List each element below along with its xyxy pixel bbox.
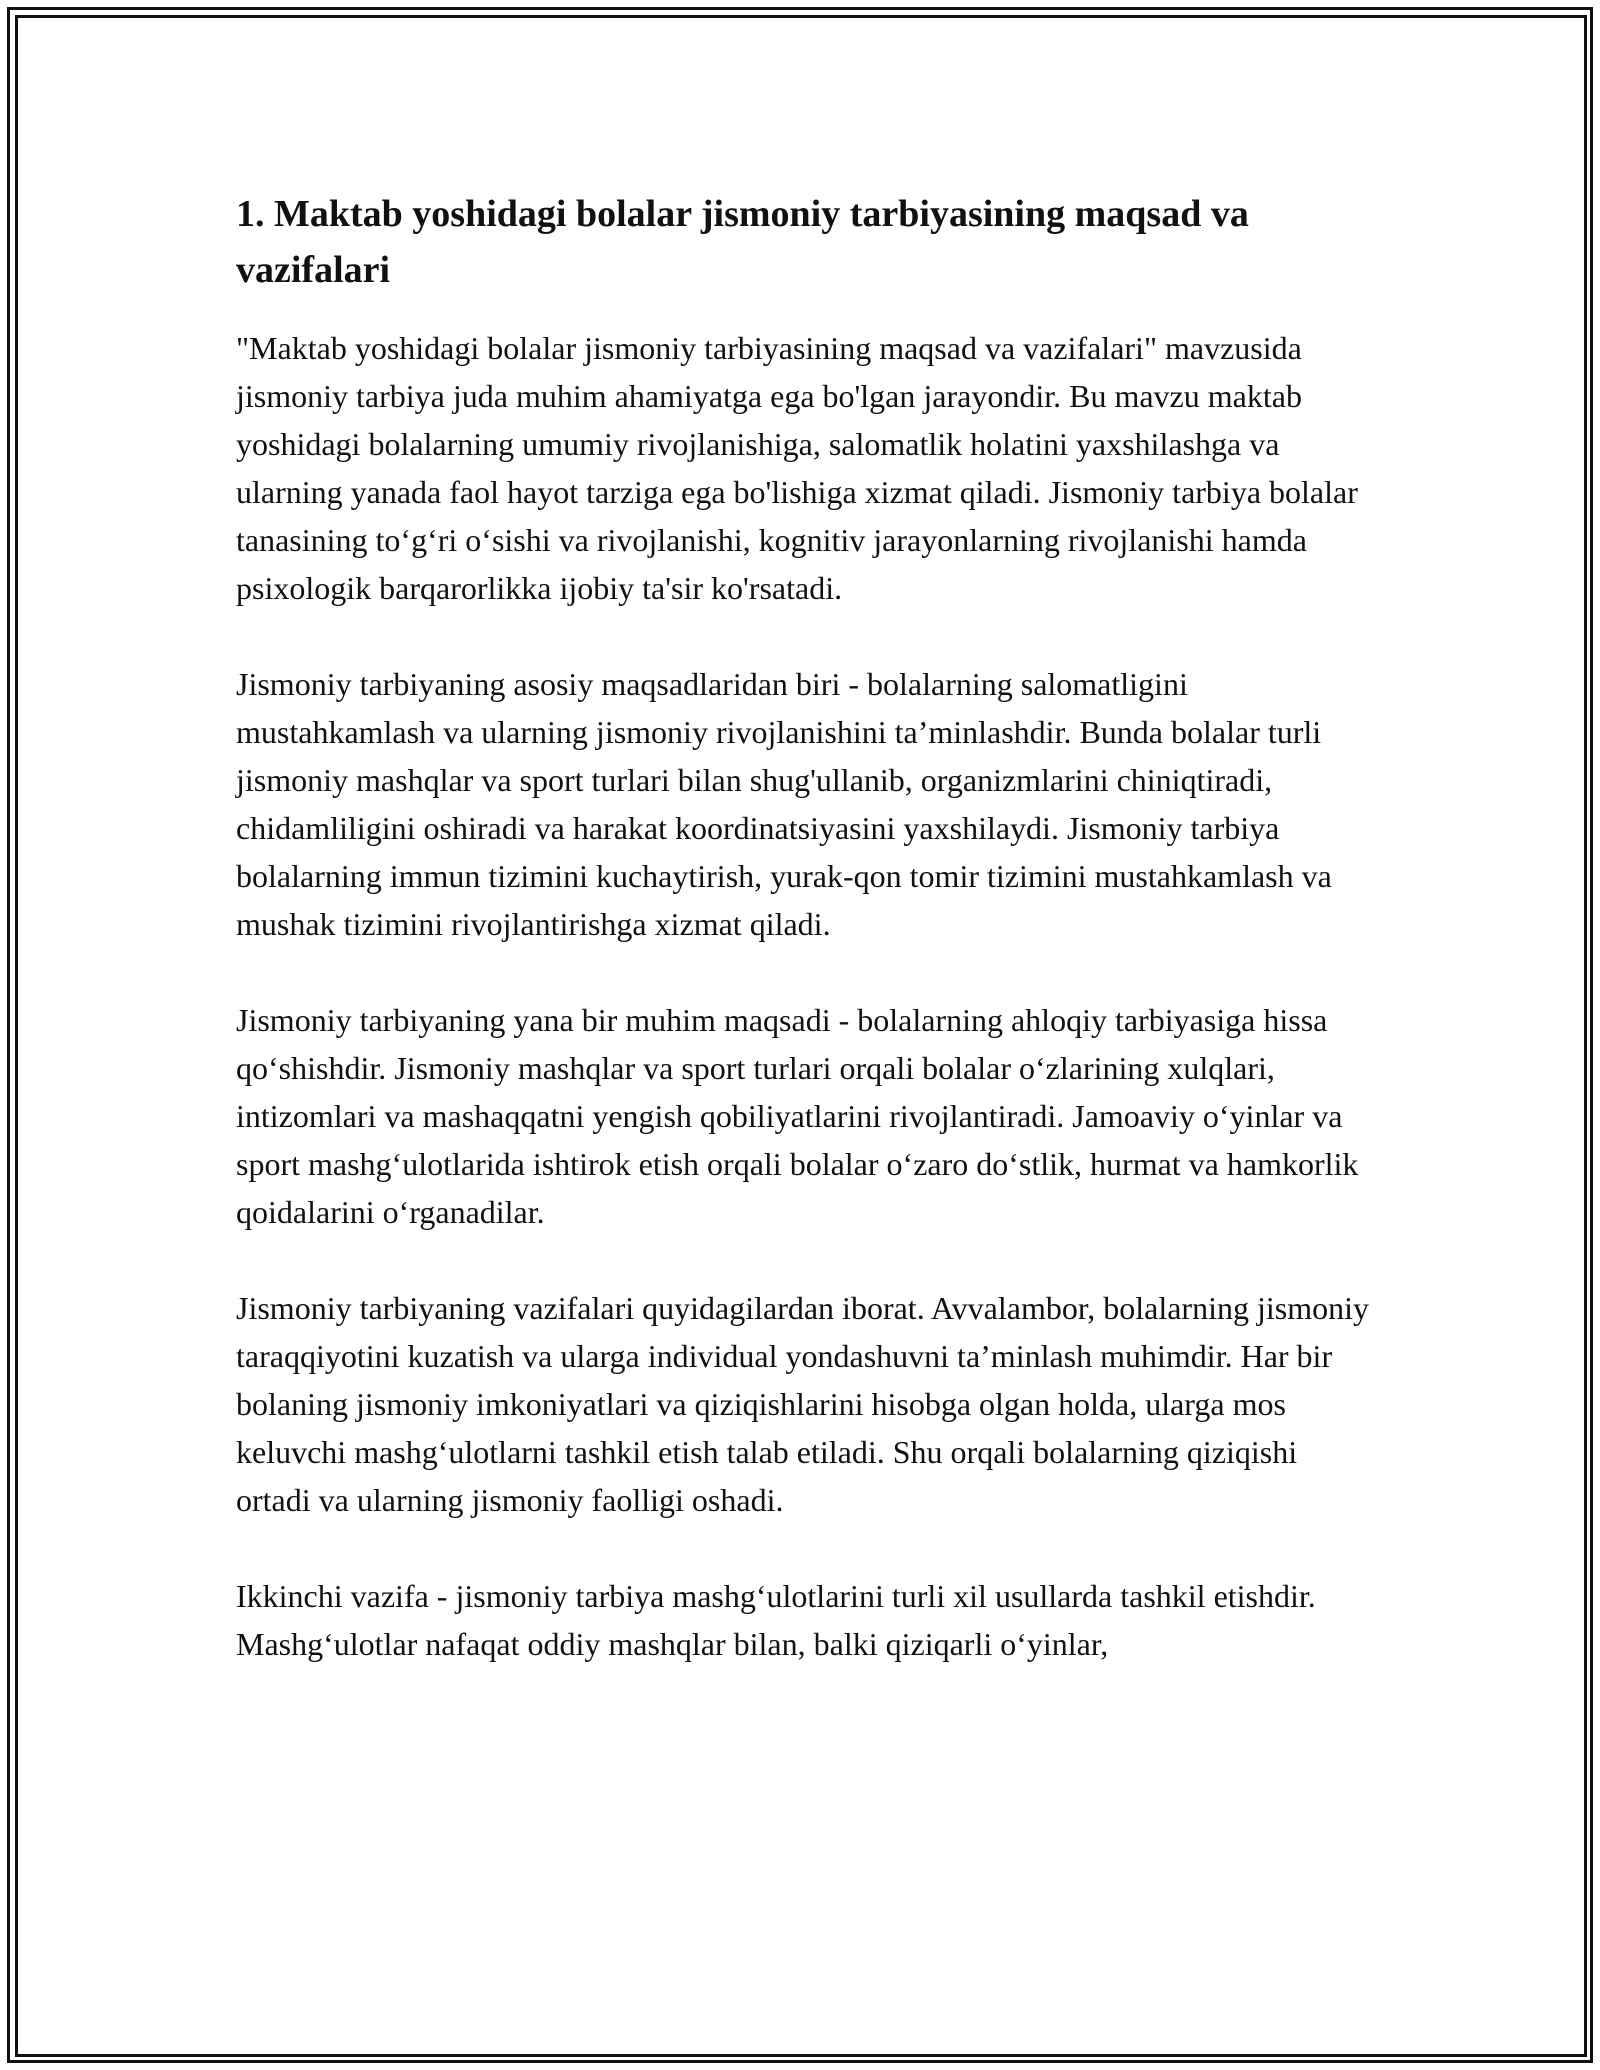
paragraph-1: "Maktab yoshidagi bolalar jismoniy tarbiyasining maqsad va vazifalari" mavzusida jismoniy tarbiya juda muhim ahamiyatga ega bo'lgan jarayondir. Bu mavzu maktab yoshidagi bolalarning umumiy rivojlanishiga, salomatlik holatini yaxshilashga va ularning yanada faol hayot tarziga ega bo'lishiga xizmat qiladi. Jismoniy tarbiya bolalar tanasining to‘g‘ri o‘sishi va rivojlanishi, kognitiv jarayonlarning rivojlanishi hamda psixologik barqarorlikka ijobiy ta'sir ko'rsatadi. <box>236 330 1358 606</box>
document-page <box>236 186 1376 1716</box>
paragraph-2: Jismoniy tarbiyaning asosiy maqsadlaridan biri - bolalarning salomatligini mustahkamlash va ularning jismoniy rivojlanishini ta’minlashdir. Bunda bolalar turli jismoniy mashqlar va sport turlari bilan shug'ullanib, organizmlarini chiniqtiradi, chidamliligini oshiradi va harakat koordinatsiyasini yaxshilaydi. Jismoniy tarbiya bolalarning immun tizimini kuchaytirish, yurak-qon tomir tizimini mustahkamlash va mushak tizimini rivojlantirishga xizmat qiladi. <box>236 666 1332 942</box>
paragraph-4: Jismoniy tarbiyaning vazifalari quyidagilardan iborat. Avvalambor, bolalarning jismoniy taraqqiyotini kuzatish va ularga individual yondashuvni ta’minlash muhimdir. Har bir bolaning jismoniy imkoniyatlari va qiziqishlarini hisobga olgan holda, ularga mos keluvchi mashg‘ulotlarni tashkil etish talab etiladi. Shu orqali bolalarning qiziqishi ortadi va ularning jismoniy faolligi oshadi. <box>236 1290 1369 1518</box>
paragraph-5: Ikkinchi vazifa - jismoniy tarbiya mashg‘ulotlarini turli xil usullarda tashkil etishdir. Mashg‘ulotlar nafaqat oddiy mashqlar bilan, balki qiziqarli o‘yinlar, <box>236 1578 1316 1662</box>
section-heading: 1. Maktab yoshidagi bolalar jismoniy tarbiyasining maqsad va vazifalari <box>236 193 1249 291</box>
paragraph-3: Jismoniy tarbiyaning yana bir muhim maqsadi - bolalarning ahloqiy tarbiyasiga hissa qo‘shishdir. Jismoniy mashqlar va sport turlari orqali bolalar o‘zlarining xulqlari, intizomlari va mashaqqatni yengish qobiliyatlarini rivojlantiradi. Jamoaviy o‘yinlar va sport mashg‘ulotlarida ishtirok etish orqali bolalar o‘zaro do‘stlik, hurmat va hamkorlik qoidalarini o‘rganadilar. <box>236 1002 1359 1230</box>
